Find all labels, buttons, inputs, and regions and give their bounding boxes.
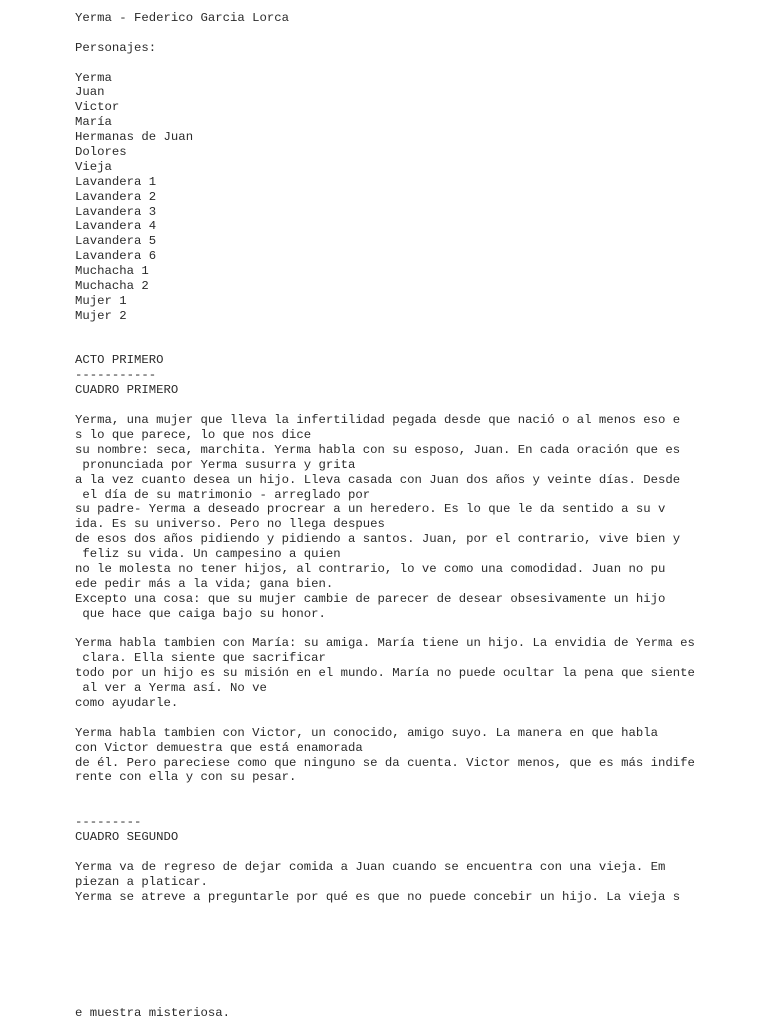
character-item: Mujer 1 bbox=[75, 293, 127, 308]
body-line: pronunciada por Yerma susurra y grita bbox=[75, 457, 356, 472]
body-line: feliz su vida. Un campesino a quien bbox=[75, 547, 341, 562]
body-line: el día de su matrimonio - arreglado por bbox=[75, 487, 371, 502]
blank-line bbox=[75, 56, 755, 71]
character-item: Lavandera 5 bbox=[75, 234, 157, 249]
heading-rule: ----------- bbox=[75, 368, 157, 383]
personajes-heading: Personajes: bbox=[75, 40, 157, 55]
body-line: ida. Es su universo. Pero no llega despues bbox=[75, 517, 385, 532]
body-line: de él. Pero pareciese como que ninguno se da cuenta. Victor menos, que es más indife bbox=[75, 755, 695, 770]
blank-line bbox=[75, 26, 755, 41]
body-line: a la vez cuanto desea un hijo. Lleva casada con Juan dos años y veinte días. Desde bbox=[75, 472, 681, 487]
blank-line bbox=[75, 800, 755, 815]
body-line: clara. Ella siente que sacrificar bbox=[75, 651, 326, 666]
body-line: Yerma se atreve a preguntarle por qué es que no puede concebir un hijo. La vieja s bbox=[75, 889, 681, 904]
body-line: todo por un hijo es su misión en el mundo. María no puede ocultar la pena que siente bbox=[75, 666, 695, 681]
blank-line bbox=[75, 785, 755, 800]
blank-line bbox=[75, 845, 755, 860]
scene-heading: CUADRO SEGUNDO bbox=[75, 829, 179, 844]
body-line: Yerma habla tambien con Victor, un conocido, amigo suyo. La manera en que habla bbox=[75, 725, 658, 740]
document-title: Yerma - Federico Garcia Lorca bbox=[75, 11, 290, 25]
body-line: que hace que caiga bajo su honor. bbox=[75, 606, 326, 621]
character-item: Dolores bbox=[75, 145, 127, 160]
body-line-continued: e muestra misteriosa. bbox=[75, 1006, 230, 1020]
character-item: María bbox=[75, 115, 112, 130]
character-item: Victor bbox=[75, 100, 120, 115]
body-line: Yerma va de regreso de dejar comida a Juan cuando se encuentra con una vieja. Em bbox=[75, 859, 666, 874]
character-item: Juan bbox=[75, 85, 105, 100]
blank-line bbox=[75, 711, 755, 726]
character-item: Lavandera 6 bbox=[75, 249, 157, 264]
body-line: rente con ella y con su pesar. bbox=[75, 770, 297, 785]
body-line: al ver a Yerma así. No ve bbox=[75, 681, 267, 696]
body-line: no le molesta no tener hijos, al contrario, lo ve como una comodidad. Juan no pu bbox=[75, 561, 666, 576]
character-item: Lavandera 4 bbox=[75, 219, 157, 234]
scene-heading: CUADRO PRIMERO bbox=[75, 383, 179, 398]
body-line: piezan a platicar. bbox=[75, 874, 208, 889]
character-item: Mujer 2 bbox=[75, 308, 127, 323]
character-item: Lavandera 3 bbox=[75, 204, 157, 219]
blank-line bbox=[75, 622, 755, 637]
heading-rule: --------- bbox=[75, 815, 142, 830]
document-page bbox=[75, 11, 755, 904]
body-line: su nombre: seca, marchita. Yerma habla con su esposo, Juan. En cada oración que es bbox=[75, 442, 681, 457]
body-line: ede pedir más a la vida; gana bien. bbox=[75, 576, 334, 591]
character-item: Muchacha 2 bbox=[75, 279, 149, 294]
character-item: Lavandera 1 bbox=[75, 174, 157, 189]
body-line: Yerma habla tambien con María: su amiga. María tiene un hijo. La envidia de Yerma es bbox=[75, 636, 695, 651]
act-heading: ACTO PRIMERO bbox=[75, 353, 164, 368]
body-line: s lo que parece, lo que nos dice bbox=[75, 427, 312, 442]
character-item: Hermanas de Juan bbox=[75, 130, 194, 145]
character-item: Yerma bbox=[75, 70, 112, 85]
body-line: como ayudarle. bbox=[75, 695, 179, 710]
body-line: su padre- Yerma a deseado procrear a un heredero. Es lo que le da sentido a su v bbox=[75, 502, 666, 517]
character-item: Muchacha 1 bbox=[75, 264, 149, 279]
body-line: Yerma, una mujer que lleva la infertilidad pegada desde que nació o al menos eso e bbox=[75, 413, 681, 428]
blank-line bbox=[75, 339, 755, 354]
character-item: Vieja bbox=[75, 159, 112, 174]
body-line: con Victor demuestra que está enamorada bbox=[75, 740, 363, 755]
blank-line bbox=[75, 324, 755, 339]
blank-line bbox=[75, 398, 755, 413]
body-line: Excepto una cosa: que su mujer cambie de parecer de desear obsesivamente un hijo bbox=[75, 591, 666, 606]
character-item: Lavandera 2 bbox=[75, 189, 157, 204]
body-line: de esos dos años pidiendo y pidiendo a santos. Juan, por el contrario, vive bien y bbox=[75, 532, 681, 547]
